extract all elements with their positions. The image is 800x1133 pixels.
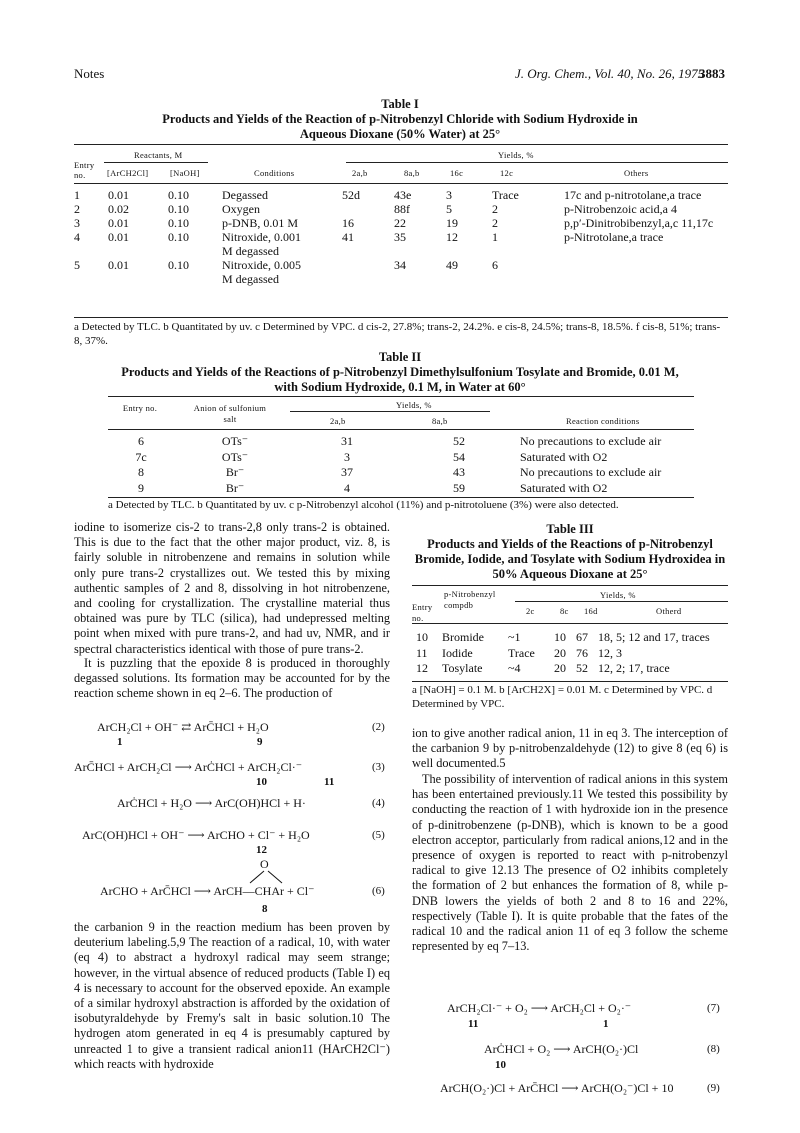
table3-header-compd: p-Nitrobenzyl compdb bbox=[444, 589, 496, 610]
table2-header-entry: Entry no. bbox=[122, 403, 158, 413]
cell-yield-16: 52 bbox=[576, 661, 588, 675]
table1-label: Table I bbox=[381, 97, 419, 111]
cell-conditions: Nitroxide, 0.001 M degassed bbox=[222, 230, 301, 258]
table2-header-col8: 8a,b bbox=[432, 416, 448, 426]
table2-top-rule bbox=[108, 396, 694, 397]
journal-citation: J. Org. Chem., Vol. 40, No. 26, 1975 bbox=[515, 66, 705, 81]
cell-yield-12: 2 bbox=[492, 202, 498, 216]
cell-compound: Iodide bbox=[442, 645, 473, 660]
equation-7-label-1: 1 bbox=[603, 1018, 609, 1030]
table2-header-yields: Yields, % bbox=[396, 400, 432, 410]
left-paragraph-3: the carbanion 9 in the reaction medium has been proven by deuterium labeling.5,9 The reaction of a radical, 10, with water (eq 4) to abstract a hydroxyl radical may seem strange; however, in the virtual absence of reduced products (Table I) eq 4 is necessary to account for the observed epoxide. An example of a similar hydroxyl abstraction is afforded by the oxidation of isobutyraldehyde by Fremy's salt in basic solution.10 The hydrogen atom generated in eq 4 is presumably captured by unreacted 1 to give a transient radical anion11 (HArCH2Cl⁻) which reacts with hydroxide bbox=[74, 920, 390, 1071]
cell-arch2cl: 0.01 bbox=[108, 258, 129, 272]
left-paragraph-1: iodine to isomerize cis-2 to trans-2,8 only trans-2 is obtained. This is due to the fact that the other major product, viz. 8, is fairly soluble in nitrobenzene and remains in solution while only pure trans-2 crystallizes out. We tested this by mixing authentic samples of 2 and 8, dissolving in hot nitrobenzene, and cooling for crystallization. The crystalline material thus obtained was pure by TLC (silica), had undepressed melting point when mixed with pure trans-2, and had uv, NMR, and ir spectral characteristics identical with those of pure trans-2. bbox=[74, 520, 390, 656]
cell-naoh: 0.10 bbox=[168, 258, 189, 272]
table1-header-col12: 12c bbox=[500, 168, 514, 178]
right-paragraph-1: ion to give another radical anion, 11 in eq 3. The interception of the carbanion 9 by p-nitrobenzaldehyde (12) to give 8 (eq 6) is well documented.5 bbox=[412, 726, 728, 771]
table1-header-yields: Yields, % bbox=[498, 150, 534, 160]
table3-yields-rule bbox=[515, 601, 728, 602]
equation-9: ArCH(O₂·)Cl + ArC̄HCl ⟶ ArCH(O₂⁻)Cl + 10 bbox=[440, 1081, 674, 1095]
table-row bbox=[108, 434, 698, 450]
equation-6-label-8: 8 bbox=[262, 903, 268, 915]
equation-2: ArCH₂Cl + OH⁻ ⇄ ArC̄HCl + H₂O bbox=[97, 720, 269, 734]
equation-5-label-12: 12 bbox=[256, 844, 267, 856]
table1-header-col16: 16c bbox=[450, 168, 464, 178]
table3-header-yields: Yields, % bbox=[600, 590, 636, 600]
cell-others: p-Nitrotolane,a trace bbox=[564, 230, 664, 244]
cell-yield-2 bbox=[342, 258, 394, 286]
cell-naoh: 0.10 bbox=[168, 230, 189, 244]
cell-anion: Br⁻ bbox=[225, 480, 245, 495]
cell-naoh: 0.10 bbox=[168, 202, 189, 216]
cell-compound: Tosylate bbox=[442, 661, 483, 675]
table2-header-rule bbox=[108, 429, 694, 430]
equation-6: ArCHO + ArC̄HCl ⟶ ArCH—CHAr + Cl⁻ bbox=[100, 884, 315, 898]
cell-yield-8: 22 bbox=[394, 216, 406, 230]
table3-header-rule bbox=[412, 623, 728, 624]
table2-footnote: a Detected by TLC. b Quantitated by uv. c p-Nitrobenzyl alcohol (11%) and p-nitrotoluene (3%) were also detected. bbox=[108, 499, 619, 511]
table1-header-arch2cl: [ArCH2Cl] bbox=[107, 168, 149, 178]
equation-8: ArĊHCl + O₂ ⟶ ArCH(O₂·)Cl bbox=[484, 1042, 639, 1056]
cell-yield-8: 54 bbox=[453, 449, 465, 464]
table2-label: Table II bbox=[378, 350, 422, 364]
table2-body bbox=[108, 434, 698, 496]
table-row bbox=[108, 450, 698, 466]
equation-6-oxygen: O bbox=[260, 857, 269, 871]
cell-naoh: 0.10 bbox=[168, 216, 189, 230]
cell-entry: 3 bbox=[74, 216, 80, 230]
cell-other: 18, 5; 12 and 17, traces bbox=[598, 630, 710, 644]
cell-yield-2: 41 bbox=[342, 230, 354, 244]
table-row bbox=[416, 630, 734, 646]
cell-others: 17c and p-nitrotolane,a trace bbox=[564, 188, 702, 202]
cell-yield-16: 67 bbox=[576, 630, 588, 644]
cell-yield-8: 43e bbox=[394, 188, 412, 202]
cell-other: 12, 2; 17, trace bbox=[598, 661, 670, 675]
equation-4: ArĊHCl + H₂O ⟶ ArC(OH)HCl + H· bbox=[117, 796, 306, 810]
cell-entry: 1 bbox=[74, 188, 80, 202]
cell-yield-12: 2 bbox=[492, 216, 498, 230]
equation-3-label-10: 10 bbox=[256, 776, 267, 788]
table1-yields-rule bbox=[346, 162, 728, 163]
table2-header-anion: Anion of sulfonium salt bbox=[193, 403, 267, 424]
table2-yields-rule bbox=[290, 411, 490, 412]
equation-3-label-11: 11 bbox=[324, 776, 335, 788]
table-row bbox=[74, 258, 734, 286]
table-row bbox=[108, 481, 698, 497]
equation-9-number: (9) bbox=[707, 1082, 720, 1094]
table3-header-col2: 2c bbox=[526, 606, 535, 616]
table2-title: Products and Yields of the Reactions of p-Nitrobenzyl Dimethylsulfonium Tosylate and Bromide, 0.01 M, with Sodium Hydroxide, 0.1 M, in Water at 60° bbox=[121, 365, 679, 394]
cell-conditions: Saturated with O2 bbox=[520, 480, 608, 495]
table-row bbox=[416, 646, 734, 662]
equation-2-label-9: 9 bbox=[257, 736, 263, 748]
cell-others: p,p′-Dinitrobibenzyl,a,c 11,17c bbox=[564, 216, 714, 230]
cell-yield-2: 3 bbox=[344, 449, 350, 464]
cell-yield-2: 31 bbox=[341, 434, 353, 448]
cell-entry: 11 bbox=[416, 645, 428, 660]
table1-reactants-rule bbox=[104, 162, 208, 163]
cell-yield-8: 20 bbox=[554, 661, 566, 675]
cell-entry: 10 bbox=[416, 630, 428, 644]
page-number: 3883 bbox=[699, 66, 725, 81]
table3-header-col8: 8c bbox=[560, 606, 569, 616]
cell-arch2cl: 0.01 bbox=[108, 188, 129, 202]
table1-header-col8: 8a,b bbox=[404, 168, 420, 178]
cell-yield-2: Trace bbox=[508, 645, 535, 660]
table1-body bbox=[74, 188, 734, 286]
cell-yield-2 bbox=[342, 202, 394, 216]
table3-top-rule bbox=[412, 585, 728, 586]
cell-anion: OTs⁻ bbox=[221, 449, 249, 464]
table1-footnote: a Detected by TLC. b Quantitated by uv. c Determined by VPC. d cis-2, 27.8%; trans-2, 24.2%. e cis-8, 24.5%; trans-8, 18.5%. f cis-8, 51%; trans-8, 37%. bbox=[74, 321, 721, 347]
table1-bottom-rule bbox=[74, 317, 728, 318]
equation-2-number: (2) bbox=[372, 721, 385, 733]
table1-header-conditions: Conditions bbox=[254, 168, 295, 178]
cell-entry: 5 bbox=[74, 258, 80, 272]
table-row bbox=[74, 188, 734, 202]
table1-title: Products and Yields of the Reaction of p-Nitrobenzyl Chloride with Sodium Hydroxide in Aqueous Dioxane (50% Water) at 25° bbox=[162, 112, 638, 141]
table3-title: Products and Yields of the Reactions of p-Nitrobenzyl Bromide, Iodide, and Tosylate with Sodium Hydroxidea in 50% Aqueous Dioxane at 25° bbox=[414, 537, 726, 581]
table1-header-reactants: Reactants, M bbox=[134, 150, 183, 160]
equation-8-label-10: 10 bbox=[495, 1059, 506, 1071]
cell-arch2cl: 0.01 bbox=[108, 216, 129, 230]
cell-yield-8: 34 bbox=[394, 258, 406, 272]
cell-yield-12: 1 bbox=[492, 230, 498, 244]
epoxide-ring-bonds bbox=[246, 870, 286, 884]
table1-header-naoh: [NaOH] bbox=[170, 168, 200, 178]
cell-others: p-Nitrobenzoic acid,a 4 bbox=[564, 202, 677, 216]
cell-yield-2: 37 bbox=[341, 465, 353, 479]
table-row bbox=[416, 661, 734, 677]
cell-entry: 8 bbox=[138, 465, 144, 479]
cell-yield-2: ~4 bbox=[508, 661, 521, 675]
cell-entry: 4 bbox=[74, 230, 80, 244]
cell-yield-8: 52 bbox=[453, 434, 465, 448]
cell-anion: OTs⁻ bbox=[221, 434, 249, 448]
cell-conditions: Saturated with O2 bbox=[520, 449, 608, 464]
cell-yield-16: 5 bbox=[446, 202, 452, 216]
cell-conditions: p-DNB, 0.01 M bbox=[222, 216, 299, 230]
cell-yield-12: Trace bbox=[492, 188, 519, 202]
table1-top-rule bbox=[74, 144, 728, 145]
running-head-left: Notes bbox=[74, 66, 105, 81]
cell-arch2cl: 0.01 bbox=[108, 230, 129, 244]
left-paragraph-2: It is puzzling that the epoxide 8 is produced in thoroughly degassed solutions. Its formation may be accounted for by the reaction scheme shown in eq 2–6. The production of bbox=[74, 656, 390, 701]
cell-yield-16: 76 bbox=[576, 645, 588, 660]
equation-8-number: (8) bbox=[707, 1043, 720, 1055]
cell-yield-16: 12 bbox=[446, 230, 458, 244]
cell-yield-12: 6 bbox=[492, 258, 498, 272]
cell-entry: 12 bbox=[416, 661, 428, 675]
cell-entry: 7c bbox=[135, 449, 147, 464]
cell-conditions: Nitroxide, 0.005 M degassed bbox=[222, 258, 301, 286]
table1-header-others: Others bbox=[624, 168, 649, 178]
equation-3: ArC̄HCl + ArCH₂Cl ⟶ ArĊHCl + ArCH₂Cl·⁻ bbox=[74, 760, 303, 774]
table3-bottom-rule bbox=[412, 681, 728, 682]
table2-header-conditions: Reaction conditions bbox=[566, 416, 640, 426]
cell-yield-8: 43 bbox=[453, 465, 465, 479]
cell-yield-16: 19 bbox=[446, 216, 458, 230]
table1-header-col2: 2a,b bbox=[352, 168, 368, 178]
cell-yield-8: 20 bbox=[554, 645, 566, 660]
table-row bbox=[74, 216, 734, 230]
cell-yield-2: 52d bbox=[342, 188, 360, 202]
cell-yield-16: 3 bbox=[446, 188, 452, 202]
cell-yield-2: 4 bbox=[344, 480, 350, 495]
equation-7-number: (7) bbox=[707, 1002, 720, 1014]
table1-header-entry: Entry no. bbox=[74, 160, 95, 180]
table-row bbox=[108, 465, 698, 481]
cell-conditions: Oxygen bbox=[222, 202, 260, 216]
table3-header-other: Otherd bbox=[656, 606, 682, 616]
cell-naoh: 0.10 bbox=[168, 188, 189, 202]
cell-yield-8: 35 bbox=[394, 230, 406, 244]
equation-5-number: (5) bbox=[372, 829, 385, 841]
table3-header-col16: 16d bbox=[584, 606, 598, 616]
table3-body bbox=[416, 630, 734, 677]
cell-anion: Br⁻ bbox=[225, 465, 245, 479]
table2-header-col2: 2a,b bbox=[330, 416, 346, 426]
cell-yield-16: 49 bbox=[446, 258, 458, 272]
equation-7-label-11: 11 bbox=[468, 1018, 479, 1030]
cell-compound: Bromide bbox=[442, 630, 484, 644]
cell-yield-2: 16 bbox=[342, 216, 354, 230]
equation-6-number: (6) bbox=[372, 885, 385, 897]
cell-conditions: No precautions to exclude air bbox=[520, 434, 662, 448]
table-row bbox=[74, 230, 734, 258]
cell-entry: 2 bbox=[74, 202, 80, 216]
cell-entry: 9 bbox=[138, 480, 144, 495]
table3-footnote: a [NaOH] = 0.1 M. b [ArCH2X] = 0.01 M. c Determined by VPC. d Determined by VPC. bbox=[412, 684, 713, 710]
right-paragraph-2: The possibility of intervention of radical anions in this system has been entertained previously.11 We tested this possibility by conducting the reaction of 1 with hydroxide ion in the presence of p-dinitrobenzene (p-DNB), which is known to be a good electron acceptor, particularly from radical anions,12 and in the presence of oxygen is reported to react with p-nitrobenzyl radical to give 12.13 The presence of O2 inhibits completely the formation of 2 but enhances the formation of 8, while p-DNB lowers the yields of both 2 and 8 to 16 and 22%, respectively (Table I). It is quite probable that the fates of the radical 10 and the radical anion 11 of eq 3 follow the scheme represented by eq 7–13. bbox=[412, 772, 728, 954]
cell-others bbox=[564, 258, 734, 286]
equation-3-number: (3) bbox=[372, 761, 385, 773]
table-row bbox=[74, 202, 734, 216]
table3-label: Table III bbox=[546, 522, 594, 536]
cell-other: 12, 3 bbox=[598, 645, 622, 660]
table3-header-entry: Entry no. bbox=[412, 602, 433, 623]
table1-header-rule bbox=[74, 183, 728, 184]
cell-yield-8: 59 bbox=[453, 480, 465, 495]
cell-yield-8: 10 bbox=[554, 630, 566, 644]
cell-yield-8: 88f bbox=[394, 202, 410, 216]
equation-4-number: (4) bbox=[372, 797, 385, 809]
cell-arch2cl: 0.02 bbox=[108, 202, 129, 216]
cell-conditions: No precautions to exclude air bbox=[520, 465, 662, 479]
equation-5: ArC(OH)HCl + OH⁻ ⟶ ArCHO + Cl⁻ + H₂O bbox=[82, 828, 310, 842]
cell-yield-2: ~1 bbox=[508, 630, 521, 644]
cell-conditions: Degassed bbox=[222, 188, 268, 202]
equation-2-label-1: 1 bbox=[117, 736, 123, 748]
equation-7: ArCH₂Cl·⁻ + O₂ ⟶ ArCH₂Cl + O₂·⁻ bbox=[447, 1001, 632, 1015]
cell-entry: 6 bbox=[138, 434, 144, 448]
